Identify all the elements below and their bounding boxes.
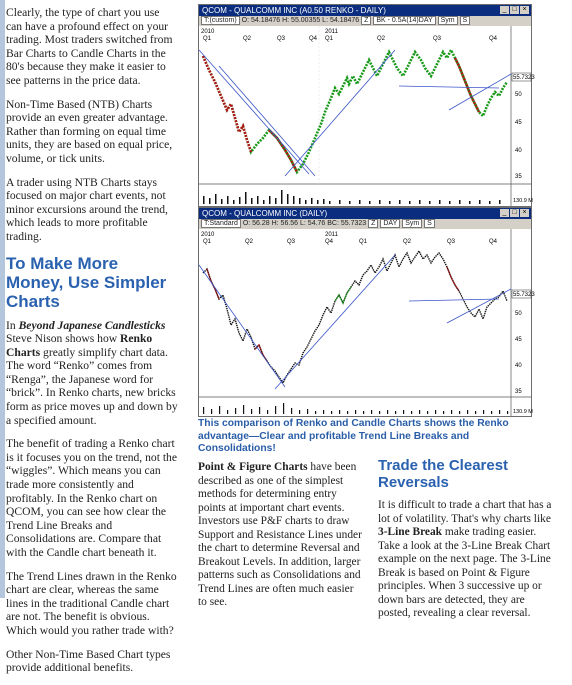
renko-volume-label: 130.9 M [513, 198, 533, 204]
section-heading: To Make More Money, Use Simpler Charts [6, 253, 167, 311]
renko-toolbar [199, 16, 531, 26]
candle-ohlc-readout: O: 56.28 H: 56.56 L: 54.76 BC: 55.7323 [242, 220, 367, 227]
candle-y-tick: 40 [515, 363, 522, 369]
book-title: Beyond Japanese Candlesticks [18, 318, 166, 332]
candle-chart-window [198, 207, 535, 417]
reversals-heading: Trade the Clearest Reversals [378, 457, 509, 491]
trend-lines-paragraph: The Trend Lines drawn in the Renko chart are clear, whereas the same lines in the traditional Candle chart are not. The benefit is obvious. Which would you rather trade with? [6, 569, 177, 637]
renko-benefit-paragraph: The benefit of trading a Renko chart is it focuses you on the trend, not the “wiggles”. Which means you can trade more consistently and profitably. In the Renko chart on QCOM, you can see how clear the Trend Line Breaks and Consolidations are. Compare that with the Candle chart beneath it. [6, 437, 177, 559]
maximize-icon[interactable]: □ [510, 6, 519, 14]
candle-window-buttons [500, 209, 529, 217]
renko-quarter-label: Q3 [277, 36, 286, 42]
other-ntb-paragraph: Other Non-Time Based Chart types provide additional benefits. [6, 647, 171, 675]
renko-window-buttons [500, 6, 529, 14]
renko-quarter-label: Q4 [489, 36, 498, 42]
renko-year-2010: 2010 [201, 29, 215, 35]
close-icon[interactable]: × [520, 209, 529, 217]
renko-ohlc-readout: O: 54.18476 H: 55.00355 L: 54.18476 [241, 17, 360, 24]
three-line-break-paragraph: It is difficult to trade a chart that has a lot of volatility. That's why charts like 3-Line Break make trading easier. Take a look at the 3-Line Break Chart example on the next page. The 3-Line Break is based on Point & Figure principles. When 3 successive up or down bars are detected, they are posted, revealing a clear reversal. [378, 499, 552, 619]
candle-y-tick: 45 [515, 337, 522, 343]
candle-quarter-label: Q4 [325, 239, 334, 245]
renko-y-tick: 35 [515, 174, 522, 180]
minimize-icon[interactable]: _ [500, 6, 509, 14]
renko-y-tick: 45 [515, 120, 522, 126]
renko-title: QCOM - QUALCOMM INC (A0.50 RENKO - DAILY) [202, 6, 386, 15]
renko-title-bar [199, 5, 531, 16]
candle-price-tag: 55.7323 [513, 292, 535, 298]
renko-zoom-button[interactable]: Z [361, 16, 371, 25]
renko-quarter-label: Q2 [377, 36, 386, 42]
pf-term: Point & Figure Charts [198, 461, 308, 473]
candle-y-tick: 50 [515, 311, 522, 317]
renko-quarter-label: Q1 [203, 36, 212, 42]
minimize-icon[interactable]: _ [500, 209, 509, 217]
left-column [6, 6, 178, 685]
intro-paragraph: Clearly, the type of chart you use can have a profound effect on your trading. Most traders switched from Bar Charts to Candle Charts in the 80's because they make it easier to see patterns in the price data. [6, 6, 173, 87]
maximize-icon[interactable]: □ [510, 209, 519, 217]
renko-year-2011: 2011 [325, 29, 338, 35]
candle-interval-select[interactable]: DAY [380, 219, 400, 228]
candle-quarter-label: Q2 [245, 239, 254, 245]
renko-quarter-label: Q1 [325, 36, 334, 42]
close-icon[interactable]: × [520, 6, 529, 14]
renko-plot [199, 26, 535, 206]
right-column [378, 457, 560, 621]
renko-paragraph: In Beyond Japanese Candlesticks Steve Nison shows how Renko Charts greatly simplify chart data. The word “Renko” comes from “Renga”, the Japanese word for “brick”. In Renko charts, new bricks form as price moves up and down by a specified amount. [6, 318, 178, 427]
candle-year-2011: 2011 [325, 232, 338, 238]
candle-s-button[interactable]: S [424, 219, 435, 228]
candle-year-2010: 2010 [201, 232, 215, 238]
ntb-paragraph: Non-Time Based (NTB) Charts provide an even greater advantage. Rather than forming on equal time units, they are based on equal price, volume, or tick units. [6, 97, 173, 165]
candle-volume-label: 130.9 M [513, 409, 533, 415]
candle-plot [199, 229, 535, 416]
three-line-break-term: 3-Line Break [378, 526, 443, 538]
candle-y-tick: 35 [515, 389, 522, 395]
candle-zoom-button[interactable]: Z [368, 219, 378, 228]
candle-sym-select[interactable]: Sym [402, 219, 422, 228]
renko-y-tick: 40 [515, 148, 522, 154]
renko-term: Renko Charts [6, 332, 153, 359]
candle-quarter-label: Q1 [203, 239, 212, 245]
candle-quarter-label: Q4 [489, 239, 498, 245]
renko-price-tag: 55.7323 [513, 75, 535, 81]
candle-quarter-label: Q2 [403, 239, 412, 245]
chart-caption: This comparison of Renko and Candle Charts shows the Renko advantage—Clear and profitable Trend Line Breaks and Consolidations! [198, 418, 509, 454]
ntb-trader-paragraph: A trader using NTB Charts stays focused on major chart events, not minor excursions around the trend, which leads to more profitable trading. [6, 175, 168, 243]
left-color-strip [0, 0, 5, 598]
renko-indicator-select[interactable]: BK - 0.5A(14)DAY [373, 16, 435, 25]
candle-toolbar [199, 219, 531, 229]
candle-quarter-label: Q3 [447, 239, 456, 245]
candle-type-select[interactable]: T:Standard [201, 219, 241, 228]
candle-quarter-label: Q1 [359, 239, 368, 245]
renko-s-button[interactable]: S [460, 16, 471, 25]
pf-paragraph: Point & Figure Charts have been described as one of the simplest methods for determining entry points at important chart events. Investors use P&F charts to draw Support and Resistance Lines under the chart to determine Reversal and Breakout Levels. In addition, larger patterns such as Consolidations and Trend Lines are often much easier to see. [198, 461, 362, 608]
candle-quarter-label: Q3 [287, 239, 296, 245]
renko-y-tick: 50 [515, 92, 522, 98]
candle-title: QCOM - QUALCOMM INC (DAILY) [202, 209, 328, 218]
renko-sym-select[interactable]: Sym [438, 16, 458, 25]
candle-title-bar [199, 208, 531, 219]
renko-quarter-label: Q4 [309, 36, 318, 42]
middle-column [198, 461, 363, 610]
renko-chart-window [198, 4, 535, 207]
renko-type-select[interactable]: T:(custom) [201, 16, 240, 25]
renko-quarter-label: Q2 [243, 36, 252, 42]
renko-quarter-label: Q3 [433, 36, 442, 42]
